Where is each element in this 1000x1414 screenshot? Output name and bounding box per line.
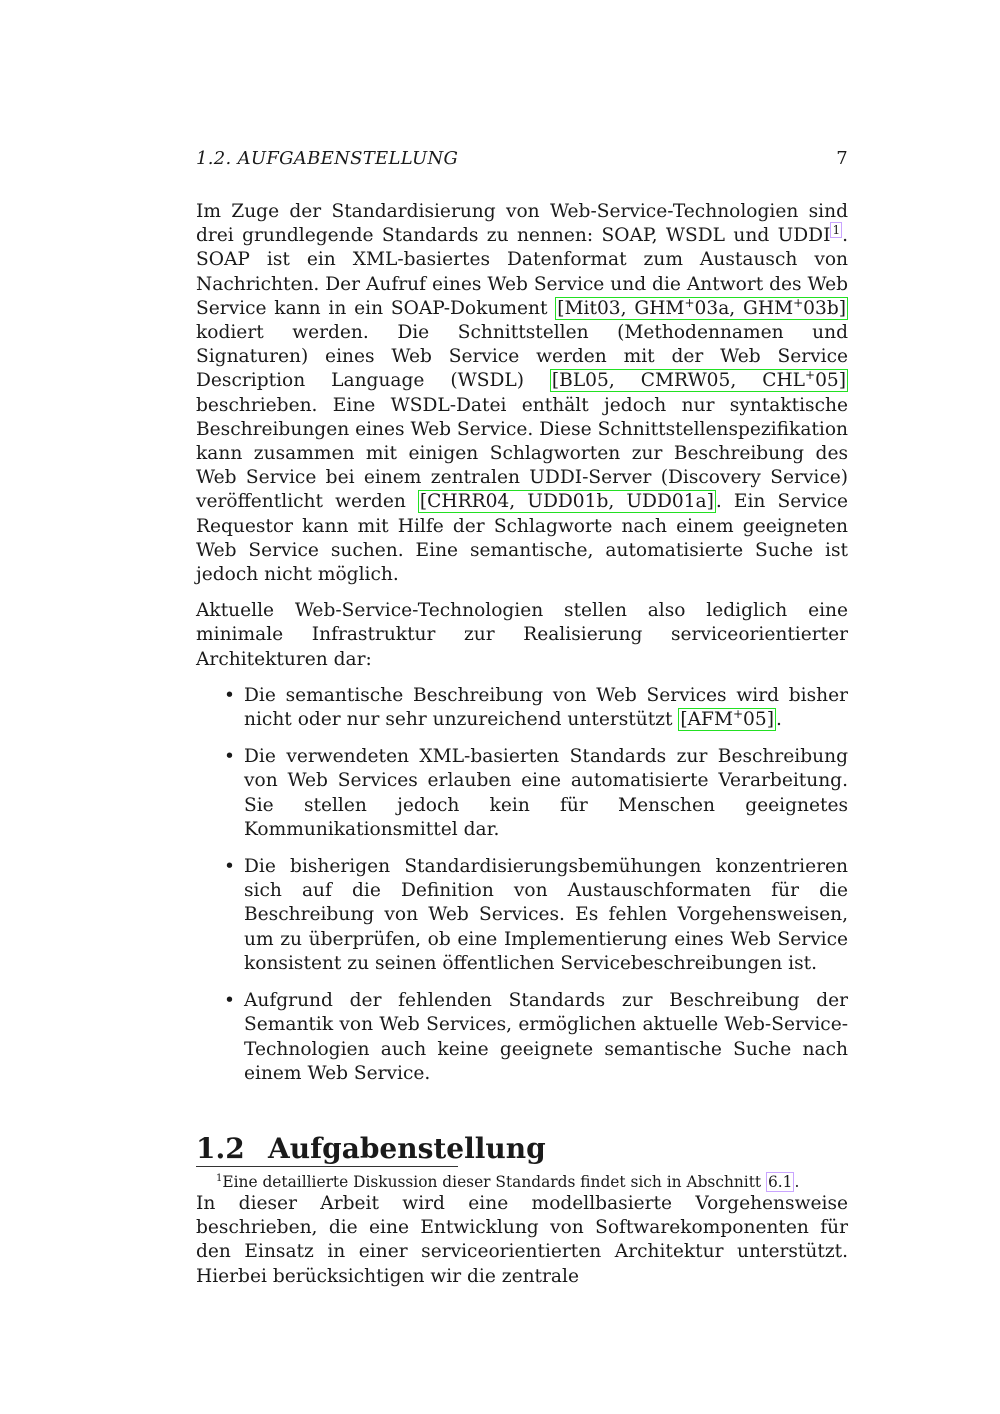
- cite-text: 03b]: [803, 297, 846, 319]
- text-run: . SOAP ist ein XML-basiertes Datenformat zum Austausch von Nachrichten. Der Aufruf eines Web Service und die Antwort des Web Service kann in ein SOAP-Dokument: [196, 225, 848, 319]
- citation-mit03[interactable]: [Mit03: [557, 297, 621, 319]
- separator: ,: [620, 297, 635, 319]
- footnote-end: .: [794, 1173, 800, 1191]
- section-ref-6-1[interactable]: 6.1: [767, 1173, 793, 1191]
- cite-text: CHL: [762, 370, 806, 392]
- cite-sup: +: [805, 368, 816, 383]
- page-number: 7: [836, 148, 848, 169]
- separator: ,: [608, 491, 627, 513]
- list-item: [244, 684, 848, 732]
- section-number: 1.2: [196, 1131, 245, 1165]
- cite-text: [AFM: [680, 709, 733, 731]
- paragraph-2: Aktuelle Web-Service-Technologien stellen also lediglich eine minimale Infrastruktur zur Realisierung serviceorientierter Architekturen dar:: [196, 600, 848, 670]
- cite-sup: +: [684, 295, 695, 310]
- text-run: Die semantische Beschreibung von Web Services wird bisher nicht oder nur sehr unzureichend unterstützt: [244, 684, 848, 731]
- body-text: [196, 200, 848, 1301]
- citation-group-wsdl: [550, 369, 848, 392]
- bullet-list: [196, 684, 848, 1086]
- cite-text: GHM: [743, 297, 794, 319]
- separator: ,: [729, 297, 743, 319]
- citation-afm05[interactable]: [678, 708, 776, 731]
- text-run: beschrieben. Eine WSDL-Datei enthält jedoch nur syntaktische Beschreibungen eines Web Service. Diese Schnittstellenspezifikation kann zusammen mit einigen Schlagworten zur Beschreibung des Web Service bei einem zentralen UDDI-Server (Discovery Service) veröffentlicht werden: [196, 394, 848, 513]
- paragraph-1: [196, 200, 848, 587]
- list-item: • Die bisherigen Standardisierungsbemühungen konzentrieren sich auf die Definition von Austauschformaten für die Beschreibung von Web Services. Es fehlen Vorgehensweisen, um zu überprüfen, ob eine Implementierung eines Web Service konsistent zu seinen öffentlichen Servicebeschreibungen ist.: [244, 855, 848, 976]
- list-item: • Aufgrund der fehlenden Standards zur Beschreibung der Semantik von Web Services, ermöglichen aktuelle Web-Service-Technologien auch keine geeignete semantische Suche nach einem Web Service.: [244, 989, 848, 1086]
- cite-text: 05]: [743, 709, 774, 731]
- separator: ,: [608, 370, 641, 392]
- footnote-mark: 1: [216, 1172, 223, 1184]
- paragraph-3: In dieser Arbeit wird eine modellbasierte Vorgehensweise beschrieben, die eine Entwicklung von Softwarekomponenten für den Einsatz in einer serviceorientierten Architektur unterstützt. Hierbei berücksichtigen wir die zentrale: [196, 1192, 848, 1287]
- separator: ,: [730, 370, 763, 392]
- citation-group-soap: [555, 297, 848, 320]
- cite-text: 03a: [694, 297, 730, 319]
- citation-bl05[interactable]: [BL05: [551, 370, 609, 392]
- section-heading: [196, 1132, 848, 1166]
- cite-sup: +: [732, 706, 744, 721]
- text-run: .: [775, 709, 782, 731]
- cite-sup: +: [793, 295, 804, 310]
- list-item: • Die verwendeten XML-basierten Standards zur Beschreibung von Web Services erlauben eine automatisierte Verarbeitung. Sie stellen jedoch kein für Menschen geeignetes Kommunikationsmittel dar.: [244, 745, 848, 842]
- footnote-text: Eine detaillierte Diskussion dieser Standards findet sich in Abschnitt: [222, 1173, 766, 1191]
- text-run: . Ein Service Requestor kann mit Hilfe der Schlagworte nach einem geeigneten Web Service suchen. Eine semantische, automatisierte Suche ist jedoch nicht möglich.: [196, 491, 849, 586]
- citation-chrr04[interactable]: [CHRR04: [419, 491, 510, 513]
- footnote-ref-1[interactable]: 1: [832, 223, 841, 238]
- citation-group-uddi: [418, 490, 716, 513]
- running-header: [196, 148, 848, 169]
- section-title: Aufgabenstellung: [268, 1131, 546, 1165]
- citation-ghm03b[interactable]: [743, 295, 846, 319]
- text-run: kodiert werden. Die Schnittstellen (Methodennamen und Signaturen) eines Web Service werden mit der Web Service Description Language (WSDL): [196, 322, 848, 392]
- citation-udd01b[interactable]: UDD01b: [527, 491, 609, 513]
- footnote-divider: [196, 1166, 458, 1167]
- cite-text: 05]: [815, 370, 846, 392]
- separator: ,: [509, 491, 528, 513]
- citation-ghm03a[interactable]: [634, 295, 730, 319]
- citation-udd01a[interactable]: UDD01a]: [626, 491, 714, 513]
- citation-cmrw05[interactable]: CMRW05: [640, 370, 731, 392]
- citation-chl05[interactable]: [762, 370, 846, 391]
- cite-text: GHM: [634, 297, 685, 319]
- text-run: Im Zuge der Standardisierung von Web-Service-Technologien sind drei grundlegende Standards zu nennen: SOAP, WSDL und UDDI: [196, 201, 848, 247]
- running-title: 1.2. AUFGABENSTELLUNG: [196, 148, 459, 169]
- footnote: [216, 1172, 848, 1192]
